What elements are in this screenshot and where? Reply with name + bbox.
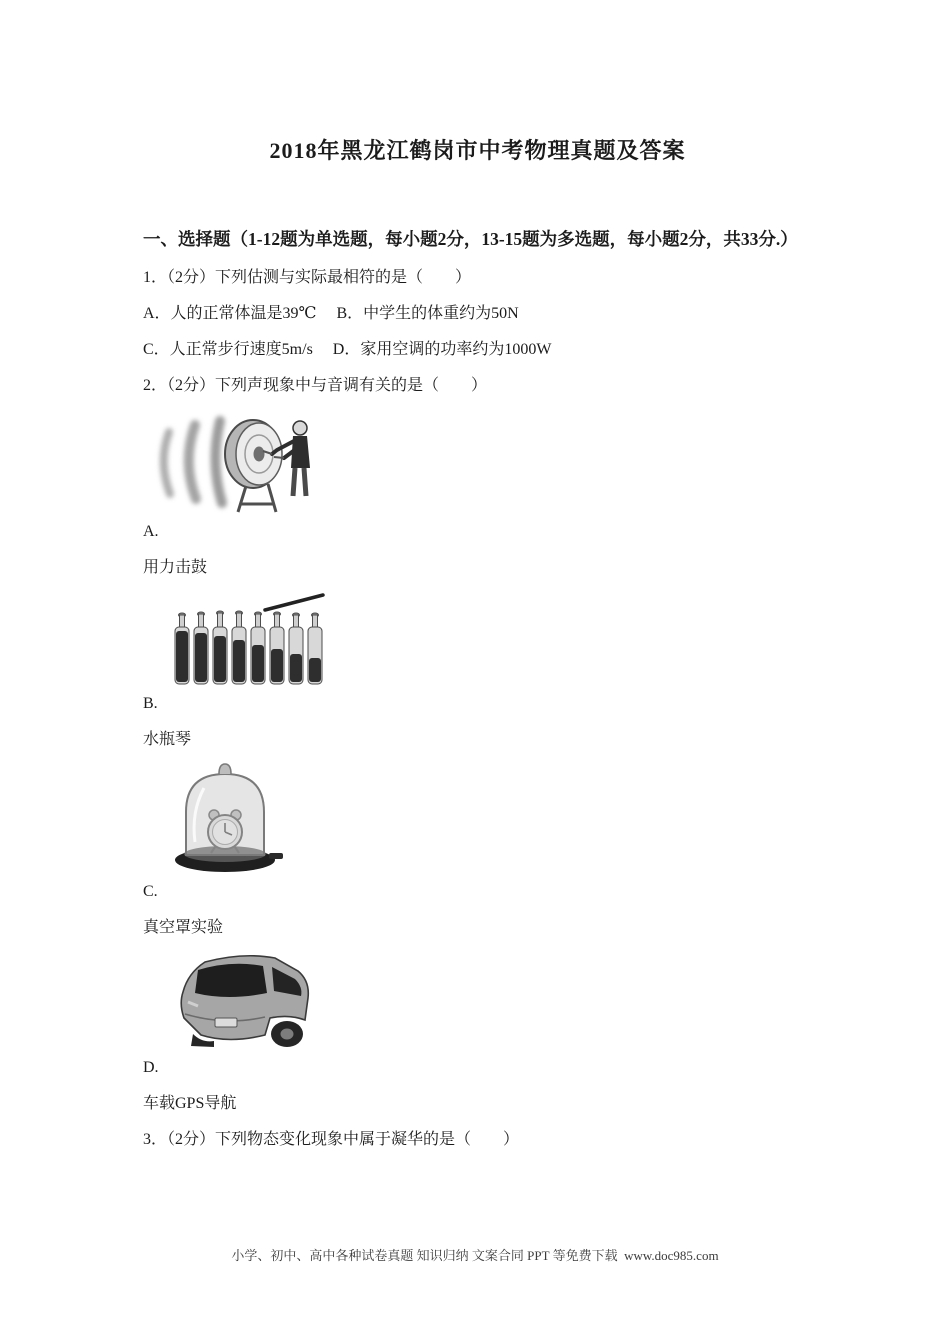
- q2-option-a-block: [143, 408, 812, 586]
- q2-option-c-label: C.: [143, 883, 158, 900]
- q2-option-b-caption: 水瓶琴: [143, 731, 192, 748]
- question-3-stem: 3．（2分）下列物态变化现象中属于凝华的是（ ）: [143, 1131, 520, 1148]
- car-svg: [171, 950, 319, 1050]
- page-title: 2018年黑龙江鹤岗市中考物理真题及答案: [269, 138, 686, 163]
- q2-option-b-block: [143, 590, 812, 758]
- question-2-stem: 2．（2分）下列声现象中与音调有关的是（ ）: [143, 377, 488, 394]
- q2-option-b-label: B.: [143, 695, 158, 712]
- bottle-row-icon: [175, 611, 322, 684]
- car-rear-illustration: [171, 950, 812, 1050]
- sound-waves-icon: [164, 421, 222, 503]
- drum-beating-illustration: [153, 408, 812, 514]
- bottles-svg: [169, 590, 329, 686]
- question-1-stem: 1．（2分）下列估测与实际最相符的是（ ）: [143, 269, 472, 286]
- glass-dome-icon: [186, 764, 264, 855]
- drum-sketch-svg: [153, 408, 318, 514]
- q2-option-d-caption: 车载GPS导航: [143, 1095, 237, 1112]
- drum-icon: [225, 420, 282, 512]
- q2-option-d-label: D.: [143, 1059, 159, 1076]
- water-bottle-xylophone-illustration: [169, 590, 812, 686]
- q2-option-c-block: [143, 762, 812, 946]
- striker-stick-icon: [265, 595, 323, 610]
- bell-jar-illustration: [171, 762, 812, 874]
- section-heading: 一、选择题（1-12题为单选题，每小题2分，13-15题为多选题，每小题2分，共33分.）: [143, 229, 798, 249]
- page-footer: 小学、初中、高中各种试卷真题 知识归纳 文案合同 PPT 等免费下载 www.doc985.com: [231, 1248, 719, 1263]
- q2-option-a-label: A.: [143, 523, 159, 540]
- question-1-options-ab: A．人的正常体温是39℃ B．中学生的体重约为50N: [143, 305, 519, 322]
- q2-option-d-block: [143, 950, 812, 1122]
- bell-jar-svg: [171, 762, 285, 874]
- question-1-options-cd: C．人正常步行速度5m/s D．家用空调的功率约为1000W: [143, 341, 552, 358]
- q2-option-a-caption: 用力击鼓: [143, 559, 208, 576]
- q2-option-c-caption: 真空罩实验: [143, 919, 224, 936]
